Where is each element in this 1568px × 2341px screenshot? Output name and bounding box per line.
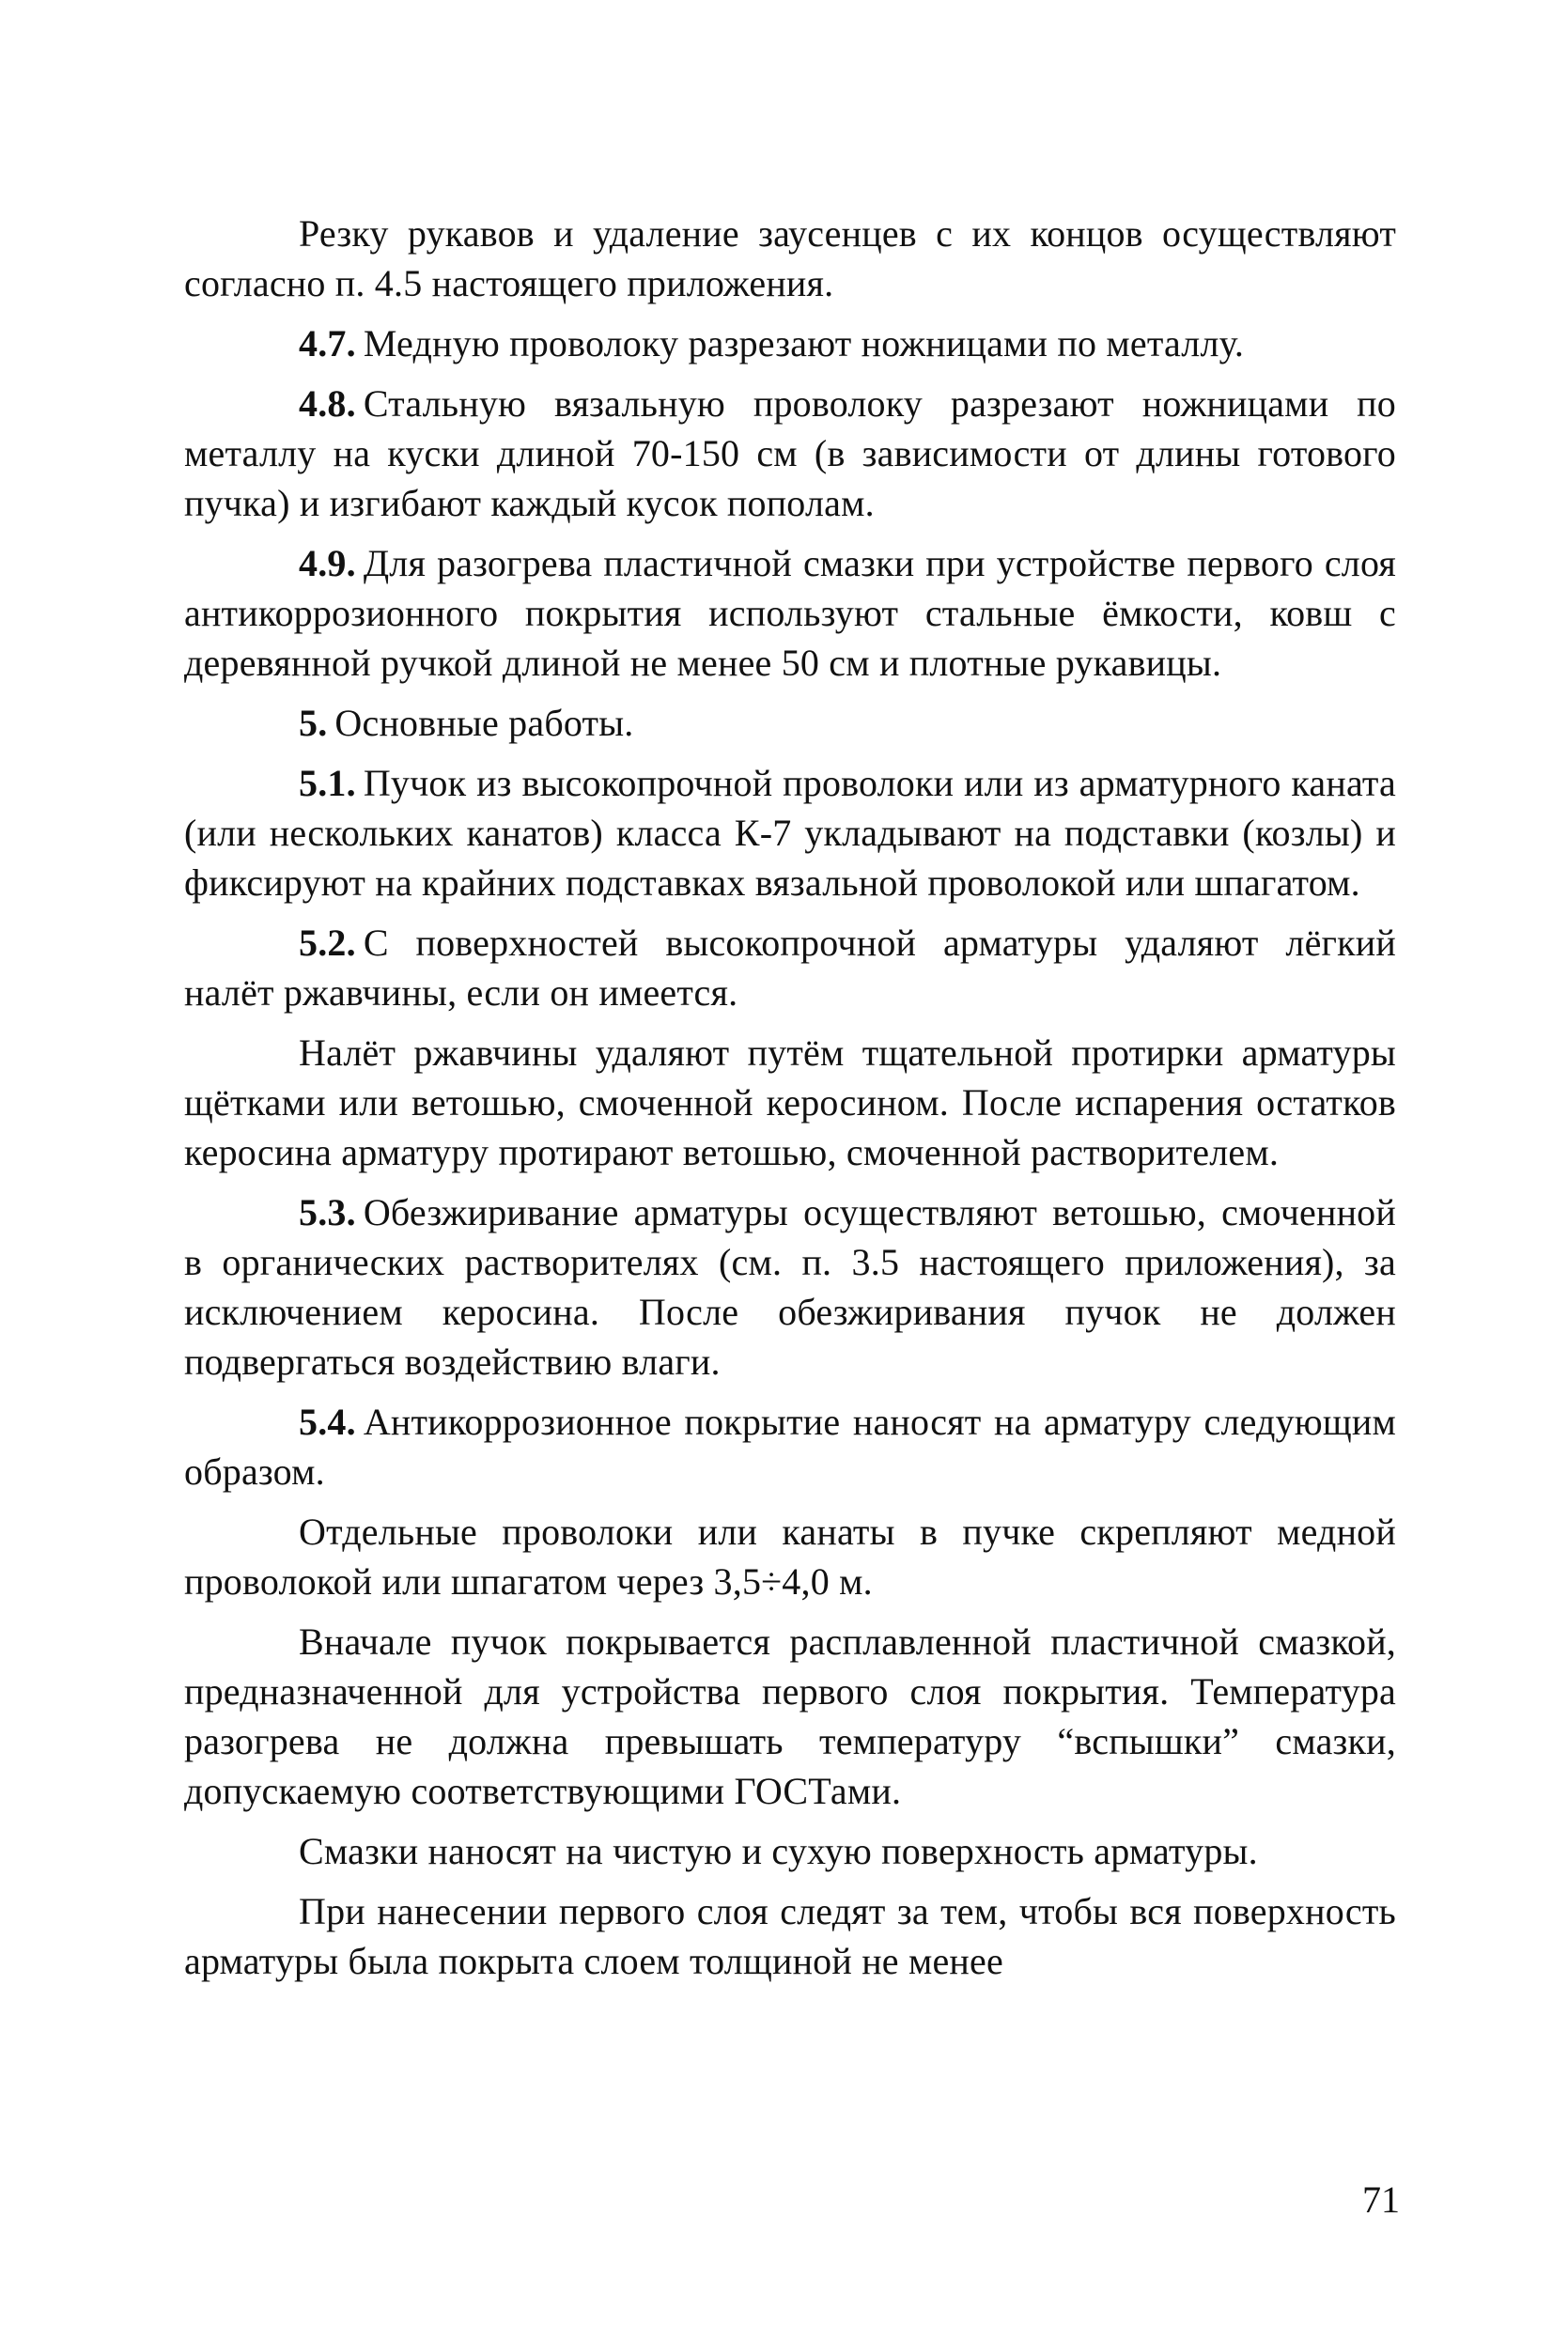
paragraph-number: 5.1. — [299, 762, 356, 804]
paragraph-text: Обезжиривание арматуры осуществляют ветошью, смоченной в органических растворителях (см. п. 3.5 настоящего приложения), за исключением керосина. После обезжиривания пучок не должен подвергаться воздействию влаги. — [184, 1191, 1396, 1383]
paragraph-number: 5.2. — [299, 922, 356, 964]
paragraph-text: Отдельные проволоки или канаты в пучке скрепляют медной проволокой или шпагатом через 3,5÷4,0 м. — [184, 1511, 1396, 1603]
paragraph — [184, 209, 1396, 308]
paragraph-text: Смазки наносят на чистую и сухую поверхность арматуры. — [299, 1830, 1258, 1872]
paragraph-text: Антикоррозионное покрытие наносят на арматуру следующим образом. — [184, 1401, 1396, 1493]
paragraph-text: С поверхностей высокопрочной арматуры удаляют лёгкий налёт ржавчины, если он имеется. — [184, 922, 1396, 1014]
paragraph-5-4 — [184, 1397, 1396, 1496]
paragraph-number: 5.4. — [299, 1401, 356, 1443]
paragraph-text: Для разогрева пластичной смазки при устройстве первого слоя антикоррозионного покрытия используют стальные ёмкости, ковш с деревянной ручкой длиной не менее 50 см и плотные рукавицы. — [184, 542, 1396, 684]
paragraph-text: Вначале пучок покрывается расплавленной пластичной смазкой, предназначенной для устройства первого слоя покрытия. Температура разогрева не должна превышать температуру “вспышки” смазки, допускаемую соответствующими ГОСТами. — [184, 1620, 1396, 1812]
paragraph-text: Стальную вязальную проволоку разрезают ножницами по металлу на куски длиной 70-150 см (в зависимости от длины готового пучка) и изгибают каждый кусок пополам. — [184, 382, 1396, 524]
paragraph-4-9 — [184, 538, 1396, 688]
paragraph-text: Медную проволоку разрезают ножницами по металлу. — [363, 322, 1245, 364]
paragraph-number: 4.8. — [299, 382, 356, 425]
paragraph — [184, 1028, 1396, 1177]
paragraph-5-3 — [184, 1187, 1396, 1387]
paragraph-5-2 — [184, 918, 1396, 1017]
page-number: 71 — [1362, 2178, 1400, 2221]
section-heading-5 — [184, 698, 1396, 748]
paragraph-number: 4.9. — [299, 542, 356, 584]
page-body — [184, 209, 1396, 1996]
paragraph-text: Налёт ржавчины удаляют путём тщательной протирки арматуры щётками или ветошью, смоченной керосином. После испарения остатков керосина арматуру протирают ветошью, смоченной растворителем. — [184, 1031, 1396, 1173]
paragraph — [184, 1507, 1396, 1606]
paragraph-number: 5. — [299, 702, 328, 744]
paragraph — [184, 1826, 1396, 1876]
paragraph-text: Основные работы. — [334, 702, 634, 744]
paragraph-text: Пучок из высокопрочной проволоки или из арматурного каната (или нескольких канатов) класса К-7 укладывают на подставки (козлы) и фиксируют на крайних подставках вязальной проволокой или шпагатом. — [184, 762, 1396, 904]
paragraph-text: Резку рукавов и удаление заусенцев с их концов осуществляют согласно п. 4.5 настоящего приложения. — [184, 212, 1396, 304]
paragraph-text: При нанесении первого слоя следят за тем, чтобы вся поверхность арматуры была покрыта слоем толщиной не менее — [184, 1890, 1396, 1982]
paragraph — [184, 1617, 1396, 1816]
paragraph — [184, 1886, 1396, 1986]
paragraph-number: 4.7. — [299, 322, 356, 364]
paragraph-number: 5.3. — [299, 1191, 356, 1233]
paragraph-4-8 — [184, 379, 1396, 528]
paragraph-4-7 — [184, 318, 1396, 368]
paragraph-5-1 — [184, 758, 1396, 907]
